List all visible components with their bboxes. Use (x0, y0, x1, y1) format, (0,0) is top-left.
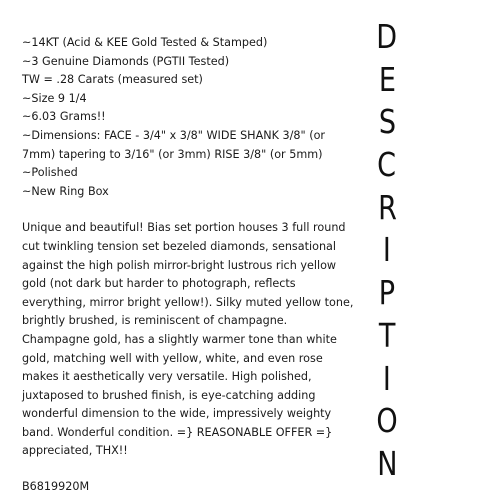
spec-item: ~New Ring Box (22, 184, 109, 198)
listing-text (22, 34, 357, 497)
title-letter: C (377, 145, 397, 185)
description-paragraph: Unique and beautiful! Bias set portion houses 3 full round cut twinkling tension set bezeled diamonds, sensational against the high polish mirror-bright lustrous rich yellow gold (not dark but harder to photograph, reflects everything, mirror bright yellow!). Silky muted yellow tone, brightly brushed, is reminiscent of champagne. Champagne gold, has a slightly warmer tone than white gold, matching well with yellow, white, and even rose makes it aesthetically very versatile. High polished, juxtaposed to brushed finish, is eye-catching adding wonderful dimension to the wide, impressively weighty band. Wonderful condition. =} REASONABLE OFFER =} appreciated, THX!! (22, 221, 354, 458)
spec-item: ~Size 9 1/4 (22, 91, 87, 105)
spec-item: ~14KT (Acid & KEE Gold Tested & Stamped) (22, 36, 268, 49)
spec-item: ~Dimensions: FACE - 3/4" x 3/8" WIDE SHANK 3/8" (or 7mm) tapering to 3/16" (or 3mm) RISE 3/8" (or 5mm) (22, 128, 326, 161)
title-letter: R (377, 187, 397, 227)
sku-code: B6819920M (22, 480, 90, 494)
title-letter: P (378, 273, 396, 313)
title-letter: T (378, 315, 396, 355)
title-letter: I (383, 230, 391, 270)
spec-list (22, 34, 357, 201)
spec-item: TW = .28 Carats (measured set) (22, 73, 203, 87)
title-letter: S (378, 102, 396, 142)
title-letter: E (378, 59, 396, 99)
spec-item: ~Polished (22, 166, 78, 180)
title-letter: D (376, 17, 398, 56)
title-letter: N (376, 443, 398, 483)
title-letter: I (383, 358, 391, 398)
spec-item: ~3 Genuine Diamonds (PGTII Tested) (22, 54, 230, 68)
spec-item: ~6.03 Grams!! (22, 110, 106, 124)
title-letter: O (376, 401, 398, 441)
vertical-title (362, 17, 412, 483)
